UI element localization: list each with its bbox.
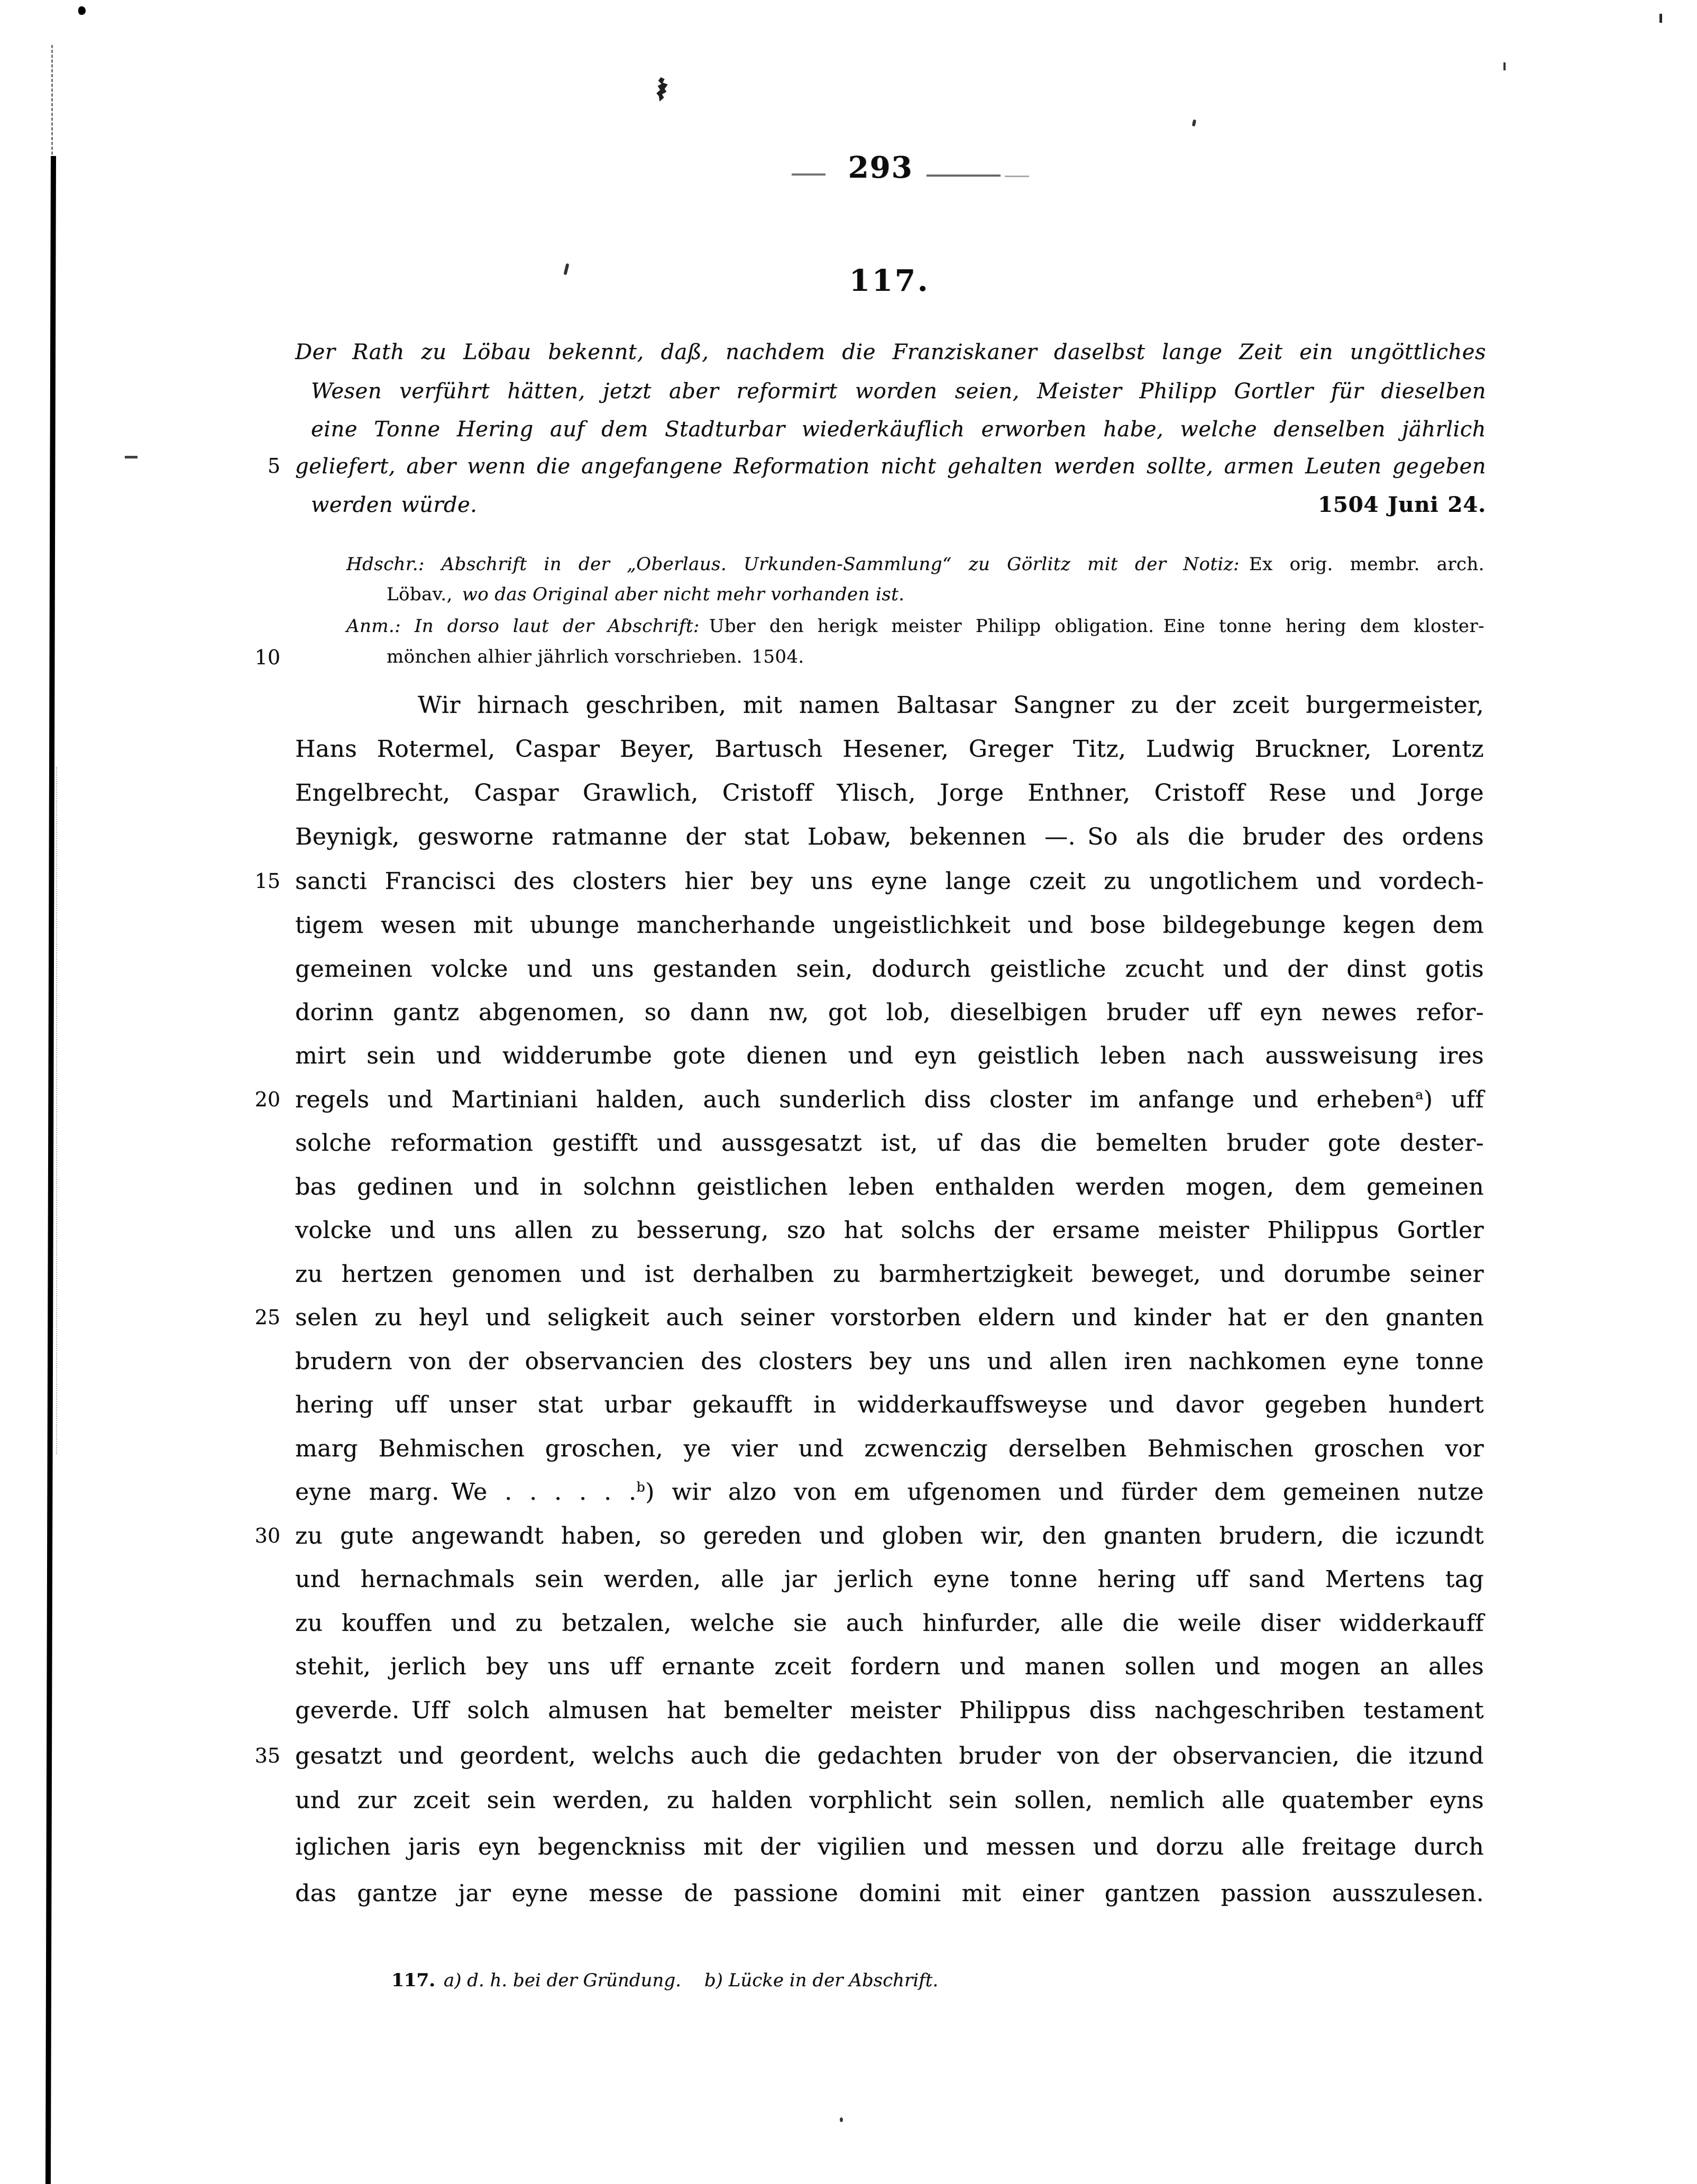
- body-line-text: ) wir alzo von em ufgenomen und fürder dem gemeinen nutze: [645, 1479, 1484, 1506]
- entry-number-heading: 117.: [849, 263, 930, 298]
- binding-dotted-line: [51, 45, 53, 169]
- anm-dorso-text: Uber den herigk meister Philipp obligation. Eine tonne hering dem kloster-: [709, 616, 1484, 637]
- hdschr-note-line: [346, 582, 1484, 607]
- body-line: selen zu heyl und seligkeit auch seiner vorstorben eldern und kinder hat er den gnanten: [295, 1304, 1484, 1331]
- anm-note-line: [346, 614, 1484, 638]
- body-line: dorinn gantz abgenomen, so dann nw, got lob, dieselbigen bruder uff eyn newes refor-: [295, 999, 1484, 1026]
- ink-speck: [78, 6, 86, 15]
- margin-line-number-20: 20: [254, 1088, 280, 1111]
- margin-pencil-dash: [125, 456, 137, 458]
- footnote-marker-b: b: [636, 1479, 646, 1495]
- footnote-entry-number: 117.: [391, 1970, 435, 1991]
- ink-speck: [1192, 120, 1197, 127]
- body-line: Hans Rotermel, Caspar Beyer, Bartusch Hesener, Greger Titz, Ludwig Bruckner, Lorentz: [295, 736, 1484, 763]
- anm-note-line: [346, 645, 1484, 669]
- body-line-text: regels und Martiniani halden, auch sunderlich diss closter im anfange und erheben: [295, 1086, 1416, 1113]
- body-line: Beynigk, gesworne ratmanne der stat Lobaw, bekennen —. So als die bruder des ordens: [295, 823, 1484, 850]
- hdschr-label-and-text: Hdschr.: Abschrift in der „Oberlaus. Urkunden-Sammlung“ zu Görlitz mit der Notiz:: [346, 554, 1240, 575]
- footnote-a-text: a) d. h. bei der Gründung.: [443, 1970, 681, 1991]
- body-line: das gantze jar eyne messe de passione domini mit einer gantzen passion ausszulesen.: [295, 1880, 1484, 1907]
- hdschr-latin-notice-cont: Löbav.,: [387, 584, 453, 605]
- hdschr-note-line: [346, 552, 1484, 576]
- ink-speck: [1503, 62, 1506, 70]
- body-line: iglichen jaris eyn begenckniss mit der vigilien und messen und dorzu alle freitage durch: [295, 1833, 1484, 1860]
- body-line: stehit, jerlich bey uns uff ernante zceit fordern und manen sollen und mogen an alles: [295, 1653, 1484, 1680]
- margin-line-number-35: 35: [254, 1744, 280, 1767]
- margin-line-number-30: 30: [254, 1524, 280, 1547]
- body-line: gesatzt und geordent, welchs auch die gedachten bruder von der observancien, die itzund: [295, 1742, 1484, 1769]
- footnote-marker-a: a: [1415, 1087, 1424, 1103]
- regest-line: Wesen verführt hätten, jetzt aber reformirt worden seien, Meister Philipp Gortler für dieselben: [311, 379, 1486, 403]
- page-number-dash-left: [792, 173, 825, 176]
- regest-line: eine Tonne Hering auf dem Stadturbar wiederkäuflich erworben habe, welche denselben jährlich: [311, 417, 1486, 442]
- ink-speck: [840, 2117, 843, 2122]
- body-line: marg Behmischen groschen, ye vier und zcwenczig derselben Behmischen groschen vor: [295, 1435, 1484, 1462]
- footnote-b-text: b) Lücke in der Abschrift.: [704, 1970, 939, 1991]
- page-number: 293: [848, 150, 913, 185]
- body-line: und hernachmals sein werden, alle jar jerlich eyne tonne hering uff sand Mertens tag: [295, 1566, 1484, 1593]
- ink-speck: [1659, 14, 1662, 23]
- margin-line-number-25: 25: [254, 1306, 280, 1329]
- body-line-with-footnote-b: [295, 1476, 1484, 1509]
- body-line: zu kouffen und zu betzalen, welche sie auch hinfurder, alle die weile diser widderkauff: [295, 1610, 1484, 1637]
- regest-line: Der Rath zu Löbau bekennt, daß, nachdem die Franziskaner daselbst lange Zeit ein ungöttliches: [295, 340, 1486, 364]
- body-line: gemeinen volcke und uns gestanden sein, dodurch geistliche zcucht und der dinst gotis: [295, 956, 1484, 983]
- hdschr-text-cont: wo das Original aber nicht mehr vorhanden ist.: [462, 584, 905, 605]
- anm-label-and-text: Anm.: In dorso laut der Abschrift:: [346, 616, 700, 637]
- hdschr-latin-notice: Ex orig. membr. arch.: [1249, 554, 1485, 575]
- binding-faint-line: [56, 767, 57, 1454]
- body-line: und zur zceit sein werden, zu halden vorphlicht sein sollen, nemlich alle quatember eyns: [295, 1787, 1484, 1814]
- page-number-dash-right: [927, 175, 1001, 177]
- body-line: hering uff unser stat urbar gekaufft in widderkauffsweyse und davor gegeben hundert: [295, 1391, 1484, 1418]
- page-number-dash-smudge: [1005, 176, 1029, 177]
- margin-line-number-10: 10: [254, 646, 280, 669]
- margin-line-number-5: 5: [267, 454, 280, 478]
- margin-line-number-15: 15: [254, 869, 280, 893]
- body-line: sancti Francisci des closters hier bey uns eyne lange czeit zu ungotlichem und vordech-: [295, 868, 1484, 895]
- body-line: zu gute angewandt haben, so gereden und globen wir, den gnanten brudern, die iczundt: [295, 1522, 1484, 1549]
- body-line: bas gedinen und in solchnn geistlichen leben enthalden werden mogen, dem gemeinen: [295, 1173, 1484, 1200]
- body-line-text: ) uff: [1423, 1086, 1484, 1113]
- body-line: mirt sein und widderumbe gote dienen und eyn geistlich leben nach aussweisung ires: [295, 1042, 1484, 1069]
- ink-blot: [656, 77, 668, 102]
- body-line: Wir hirnach geschriben, mit namen Baltasar Sangner zu der zceit burgermeister,: [418, 692, 1484, 719]
- charter-date: 1504 Juni 24.: [1317, 492, 1486, 517]
- body-line-text: eyne marg. We . . . . . .: [295, 1479, 637, 1506]
- body-line: geverde. Uff solch almusen hat bemelter meister Philippus diss nachgeschriben testament: [295, 1697, 1484, 1724]
- body-line: brudern von der observancien des closters bey uns und allen iren nachkomen eyne tonne: [295, 1348, 1484, 1375]
- anm-dorso-text-cont: mönchen alhier jährlich vorschrieben. 1504.: [387, 646, 804, 667]
- body-line: volcke und uns allen zu besserung, szo hat solchs der ersame meister Philippus Gortler: [295, 1217, 1484, 1244]
- body-line: solche reformation gestifft und aussgesatzt ist, uf das die bemelten bruder gote dester-: [295, 1130, 1484, 1157]
- body-line: tigem wesen mit ubunge mancherhande ungeistlichkeit und bose bildegebunge kegen dem: [295, 912, 1484, 939]
- footnote: [391, 1968, 1396, 1993]
- body-line-with-footnote-a: [295, 1084, 1484, 1116]
- regest-line: geliefert, aber wenn die angefangene Reformation nicht gehalten werden sollte, armen Leuten gegeben: [295, 454, 1486, 479]
- regest-last-line: [295, 491, 1486, 519]
- binding-shadow-line: [45, 156, 56, 2184]
- body-line: zu hertzen genomen und ist derhalben zu barmhertzigkeit beweget, und dorumbe seiner: [295, 1261, 1484, 1288]
- body-line: Engelbrecht, Caspar Grawlich, Cristoff Ylisch, Jorge Enthner, Cristoff Rese und Jorge: [295, 779, 1484, 806]
- regest-line-text: werden würde.: [311, 493, 478, 517]
